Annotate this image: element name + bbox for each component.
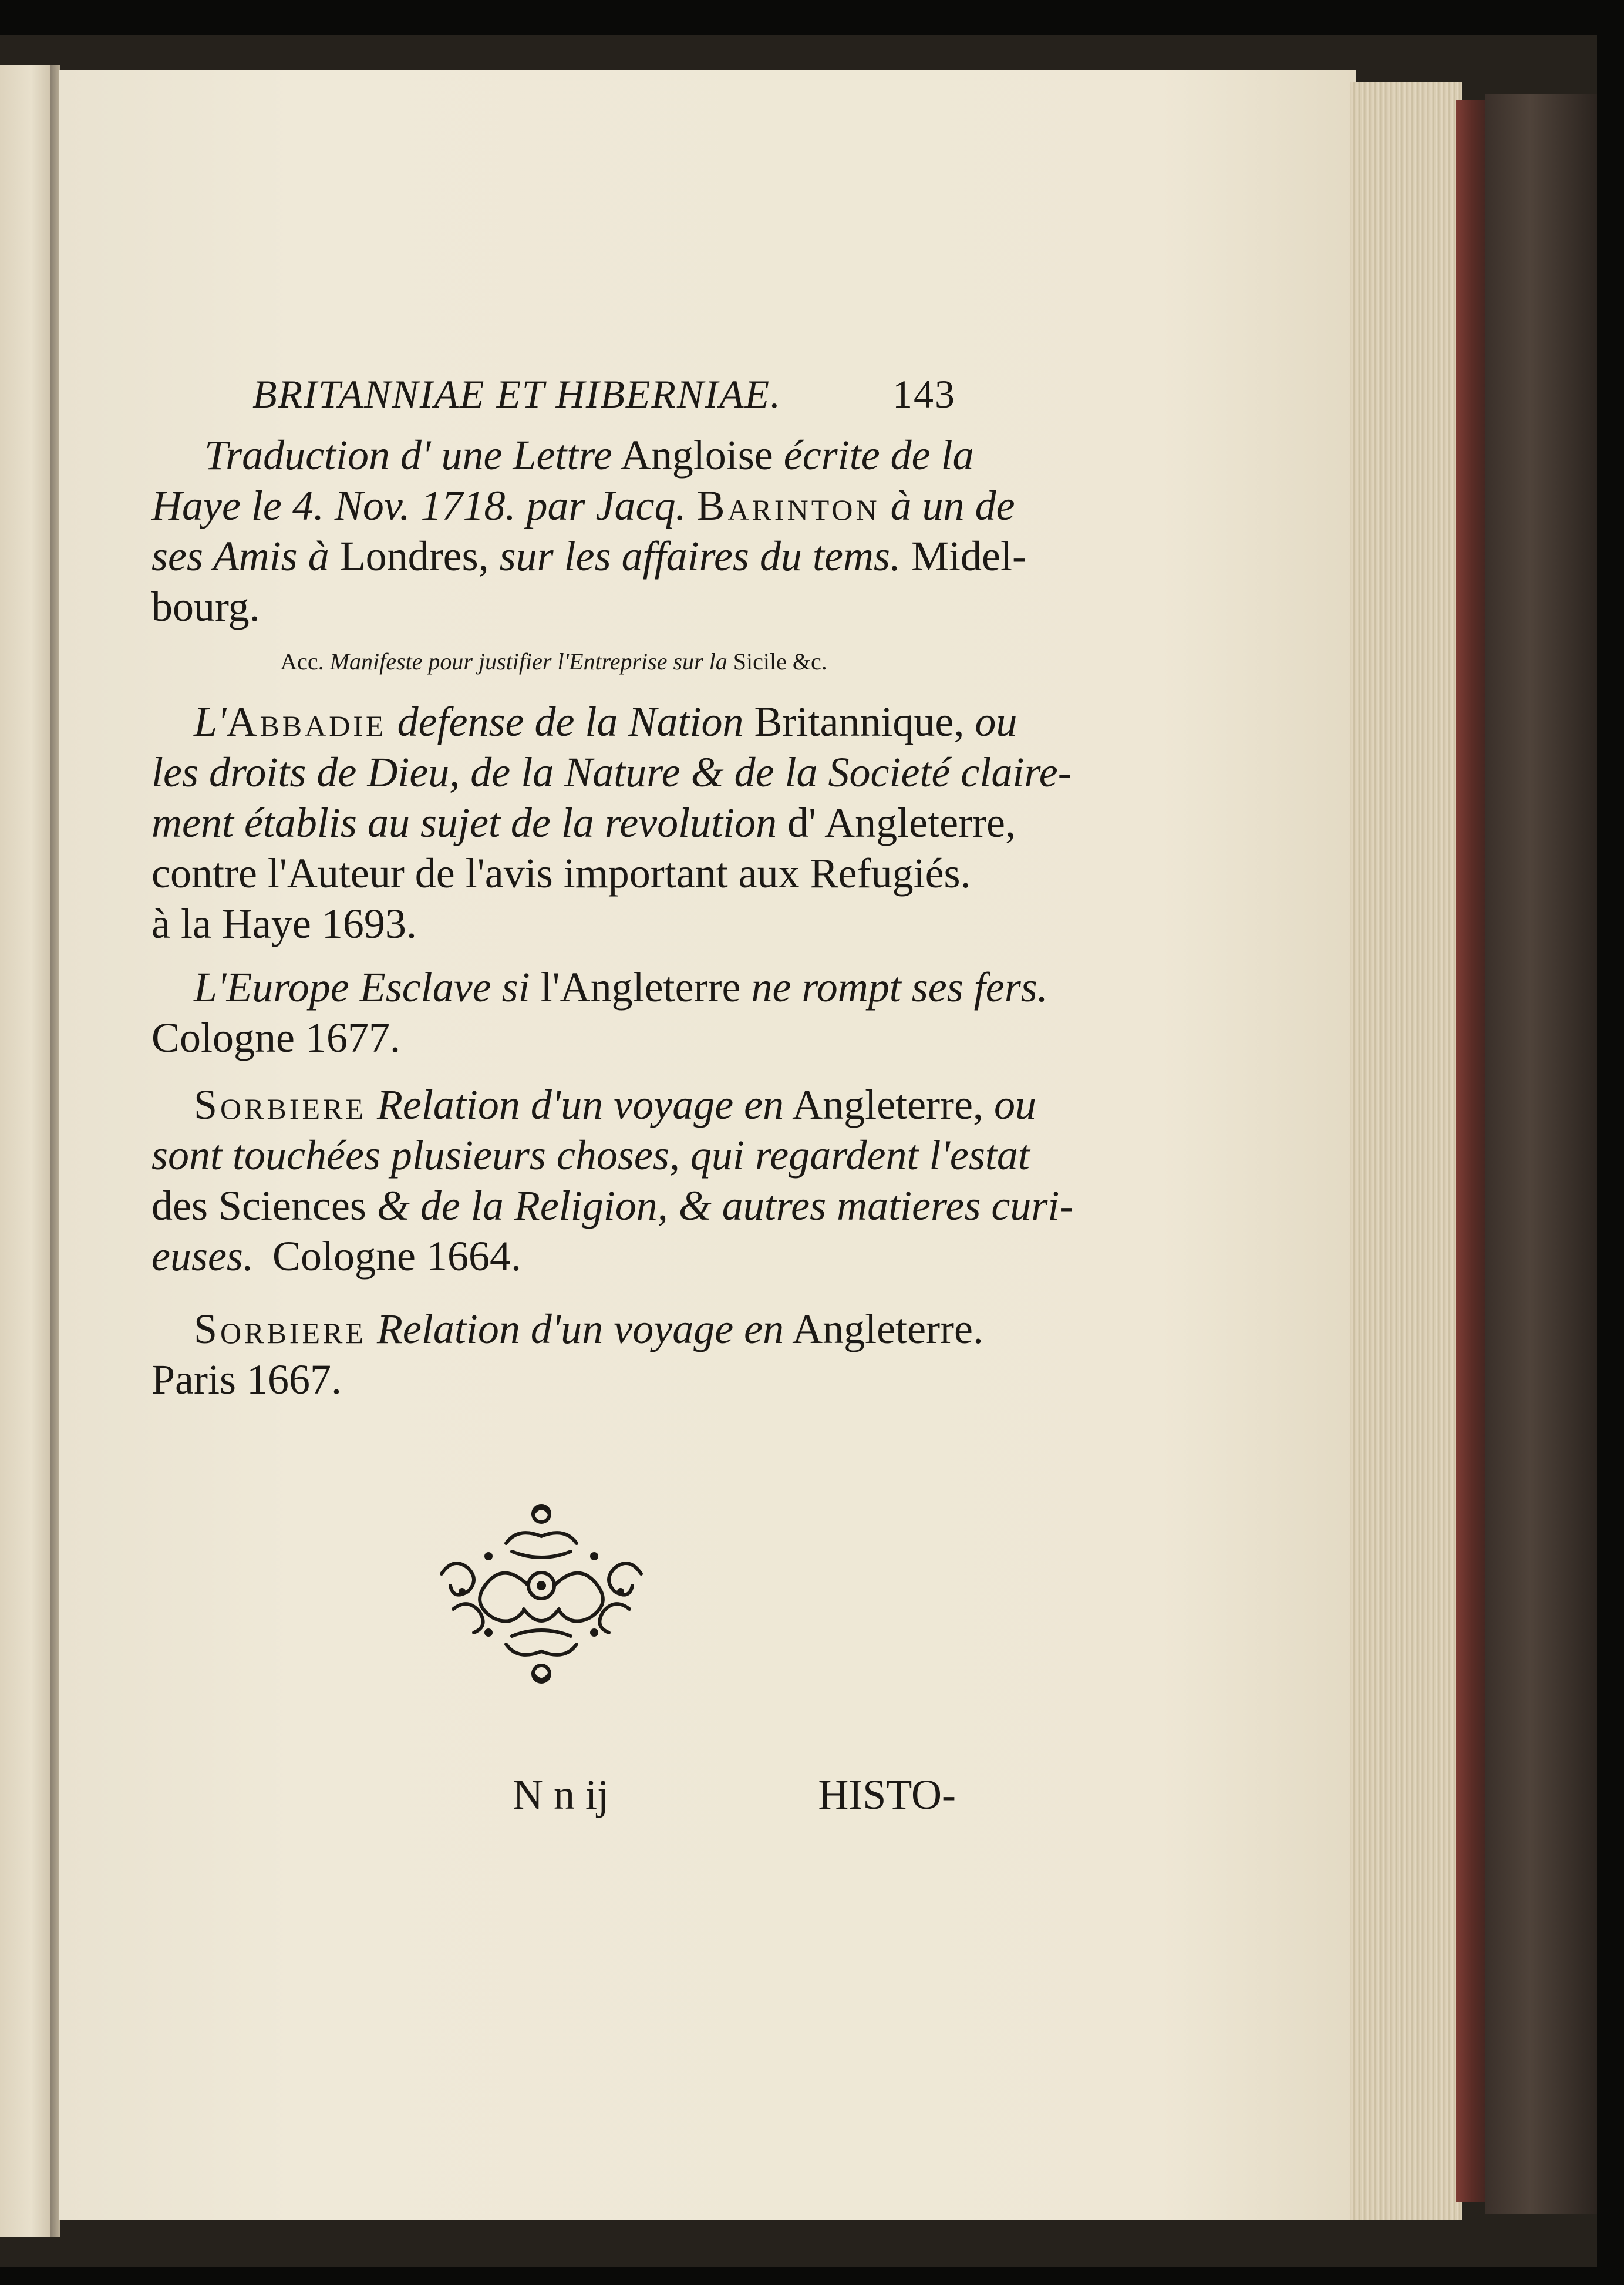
entry-1-line-3: ses Amis à Londres, sur les affaires du tems. Midel- (151, 533, 1026, 580)
running-head-title: BRITANNIAE ET HIBERNIAE. (252, 372, 782, 416)
entry-2-line-4: contre l'Auteur de l'avis important aux Refugiés. (151, 850, 971, 897)
left-page-edge (0, 65, 52, 2237)
catchword: HISTO- (818, 1771, 956, 1818)
page-edges (1350, 82, 1462, 2220)
tailpiece-ornament-icon (418, 1497, 665, 1691)
entry-4-line-1: Sorbiere Relation d'un voyage en Angleterre, ou (194, 1081, 1036, 1128)
folio: 143 (892, 372, 956, 416)
entry-3-line-1: L'Europe Esclave si l'Angleterre ne rompt ses fers. (194, 964, 1048, 1011)
entry-4-line-3: des Sciences & de la Religion, & autres matieres curi- (151, 1182, 1074, 1229)
entry-2-line-5: à la Haye 1693. (151, 900, 417, 947)
entry-2-line-1: L'Abbadie defense de la Nation Britannique, ou (194, 698, 1017, 745)
entry-3-line-2: Cologne 1677. (151, 1014, 400, 1061)
entry-5-line-2: Paris 1667. (151, 1356, 342, 1403)
entry-1-line-4: bourg. (151, 583, 260, 630)
book-cover-edge (1485, 94, 1597, 2214)
entry-4-line-4: euses. Cologne 1664. (151, 1233, 521, 1280)
entry-2-line-2: les droits de Dieu, de la Nature & de la Societé claire- (151, 749, 1072, 796)
entry-1-line-2: Haye le 4. Nov. 1718. par Jacq. Barinton à un de (151, 482, 1015, 529)
entry-5-line-1: Sorbiere Relation d'un voyage en Angleterre. (194, 1305, 983, 1352)
signature-mark: N n ij (513, 1771, 609, 1818)
red-edge (1456, 100, 1488, 2202)
entry-1-note: Acc. Manifeste pour justifier l'Entreprise sur la Sicile &c. (280, 648, 827, 675)
entry-1-line-1: Traduction d' une Lettre Angloise écrite de la (204, 432, 974, 479)
entry-4-line-2: sont touchées plusieurs choses, qui regardent l'estat (151, 1132, 1030, 1179)
entry-2-line-3: ment établis au sujet de la revolution d' Angleterre, (151, 799, 1016, 846)
